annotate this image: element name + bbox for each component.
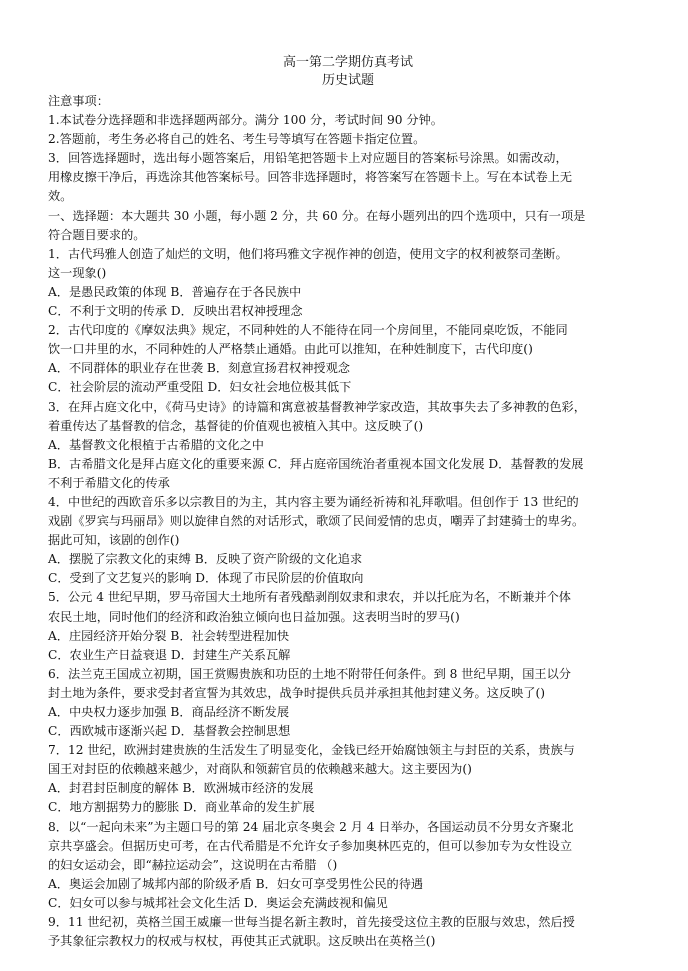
question-options: A．庄园经济开始分裂 B．社会转型进程加快 [48,628,290,643]
question-5 [48,588,648,664]
section-line: 一、选择题：本大题共 30 小题，每小题 2 分，共 60 分。在每小题列出的四个选项中，只有一项是 [48,208,586,223]
note-line: 2.答题前，考生务必将自己的姓名、考生号等填写在答题卡指定位置。 [48,132,426,147]
question-stem: 予其象征宗教权力的权戒与权杖，再使其正式就职。这反映出在英格兰() [48,934,436,949]
question-stem: 京共享盛会。但据历史可考，在古代希腊是不允许女子参加奥林匹克的，但可以参加专为女性设立 [48,838,573,853]
question-stem: 3．在拜占庭文化中，《荷马史诗》的诗篇和寓意被基督教神学家改造，其故事失去了多神教的色彩， [48,399,586,414]
exam-title: 高一第二学期仿真考试 [282,55,413,70]
question-stem: 农民土地，同时他们的经济和政治独立倾向也日益加强。这表明当时的罗马() [48,609,460,624]
question-stem: 5．公元 4 世纪早期，罗马帝国大土地所有者残酷剥削奴隶和隶农，并以托庇为名，不断兼并个体 [48,590,571,605]
question-4 [48,493,648,588]
question-stem: 的妇女运动会，即“赫拉运动会”，这说明在古希腊 （) [48,857,338,872]
question-stem: 1．古代玛雅人创造了灿烂的文明，他们将玛雅文字视作神的创造，使用文字的权利被祭司垄断。 [48,246,568,261]
note-line: 用橡皮擦干净后，再选涂其他答案标号。回答非选择题时，将答案写在答题卡上。写在本试卷上无 [48,170,573,185]
question-options: C．受到了文艺复兴的影响 D．体现了市民阶层的价值取向 [48,571,364,586]
note-line: 1.本试卷分选择题和非选择题两部分。满分 100 分，考试时间 90 分钟。 [48,113,443,128]
question-2 [48,321,648,397]
question-stem: 4．中世纪的西欧音乐多以宗教目的为主，其内容主要为诵经祈祷和礼拜歌唱。但创作于 13 世纪的 [48,494,579,509]
question-options: A．奥运会加剧了城邦内部的阶级矛盾 B．妇女可享受男性公民的待遇 [48,876,424,891]
question-options: C．社会阶层的流动严重受阻 D．妇女社会地位极其低下 [48,380,352,395]
exam-subtitle: 历史试题 [321,73,374,88]
question-options: A．基督教文化根植于古希腊的文化之中 [48,437,264,452]
question-options: A．中央权力逐步加强 B．商品经济不断发展 [48,705,290,719]
question-6 [48,665,648,741]
notes-section [48,92,648,207]
question-stem: 国王对封臣的依赖越来越少，对商队和领薪官员的依赖越来越大。这主要因为() [48,762,472,777]
question-stem: 戏剧《罗宾与玛丽昂》则以旋律自然的对话形式，歌颂了民间爱情的忠贞，嘲弄了封建骑士的卑劣。 [48,514,585,529]
exam-page [48,54,648,951]
question-stem: 饮一口井里的水，不同种姓的人严格禁止通婚。由此可以推知，在种姓制度下，古代印度() [48,342,533,357]
question-options: A．摆脱了宗教文化的束缚 B．反映了资产阶级的文化追求 [48,552,363,567]
question-8 [48,818,648,913]
question-stem: 封土地为条件，要求受封者宣誓为其效忠，战争时提供兵员并承担其他封建义务。这反映了() [48,685,546,700]
question-9 [48,913,648,951]
question-options: C．地方割据势力的膨胀 D．商业革命的发生扩展 [48,800,315,815]
question-stem: 这一现象() [48,265,107,280]
question-stem: 据此可知，该剧的创作() [48,533,180,548]
note-line: 3．回答选择题时，选出每小题答案后，用铅笔把答题卡上对应题目的答案标号涂黑。如需改动， [48,151,568,166]
section-line: 符合题目要求的。 [48,227,146,242]
question-stem: 8．以“一起向未来”为主题口号的第 24 届北京冬奥会 2 月 4 日举办，各国运动员不分男女齐聚北 [48,819,574,834]
question-1 [48,245,648,321]
question-options: C．农业生产日益衰退 D．封建生产关系瓦解 [48,647,291,662]
question-stem: 2．古代印度的《摩奴法典》规定，不同种姓的人不能待在同一个房间里，不能同桌吃饭，不能同 [48,323,568,338]
question-stem: 7．12 世纪，欧洲封建贵族的生活发生了明显变化，金钱已经开始腐蚀领主与封臣的关系，贵族与 [48,743,575,758]
question-stem: 着重传达了基督教的信念，基督徒的价值观也被植入其中。这反映了() [48,418,424,433]
question-options: B．古希腊文化是拜占庭文化的重要来源 C．拜占庭帝国统治者重视本国文化发展 D．基督教的发展 [48,456,584,471]
question-7 [48,741,648,817]
question-options: C．妇女可以参与城邦社会文化生活 D．奥运会充满歧视和偏见 [48,895,388,910]
question-options: C．西欧城市逐渐兴起 D．基督教会控制思想 [48,724,291,739]
question-options: A．封君封臣制度的解体 B．欧洲城市经济的发展 [48,781,314,796]
question-options: A．不同群体的职业存在世袭 B．刻意宣扬君权神授观念 [48,361,350,376]
question-options: A．是愚民政策的体现 B．普遍存在于各民族中 [48,284,302,299]
question-options: C．不利于文明的传承 D．反映出君权神授理念 [48,304,303,319]
note-line: 效。 [48,189,73,204]
section-instructions [48,207,648,245]
question-stem: 9．11 世纪初，英格兰国王威廉一世每当提名新主教时，首先接受这位主教的臣服与效忠，然后授 [48,915,575,930]
notes-heading: 注意事项： [48,94,109,108]
question-stem: 6．法兰克王国成立初期，国王赏赐贵族和功臣的土地不附带任何条件。到 8 世纪早期，国王以分 [48,666,571,681]
question-3 [48,398,648,493]
question-options: 不利于希腊文化的传承 [48,475,170,490]
